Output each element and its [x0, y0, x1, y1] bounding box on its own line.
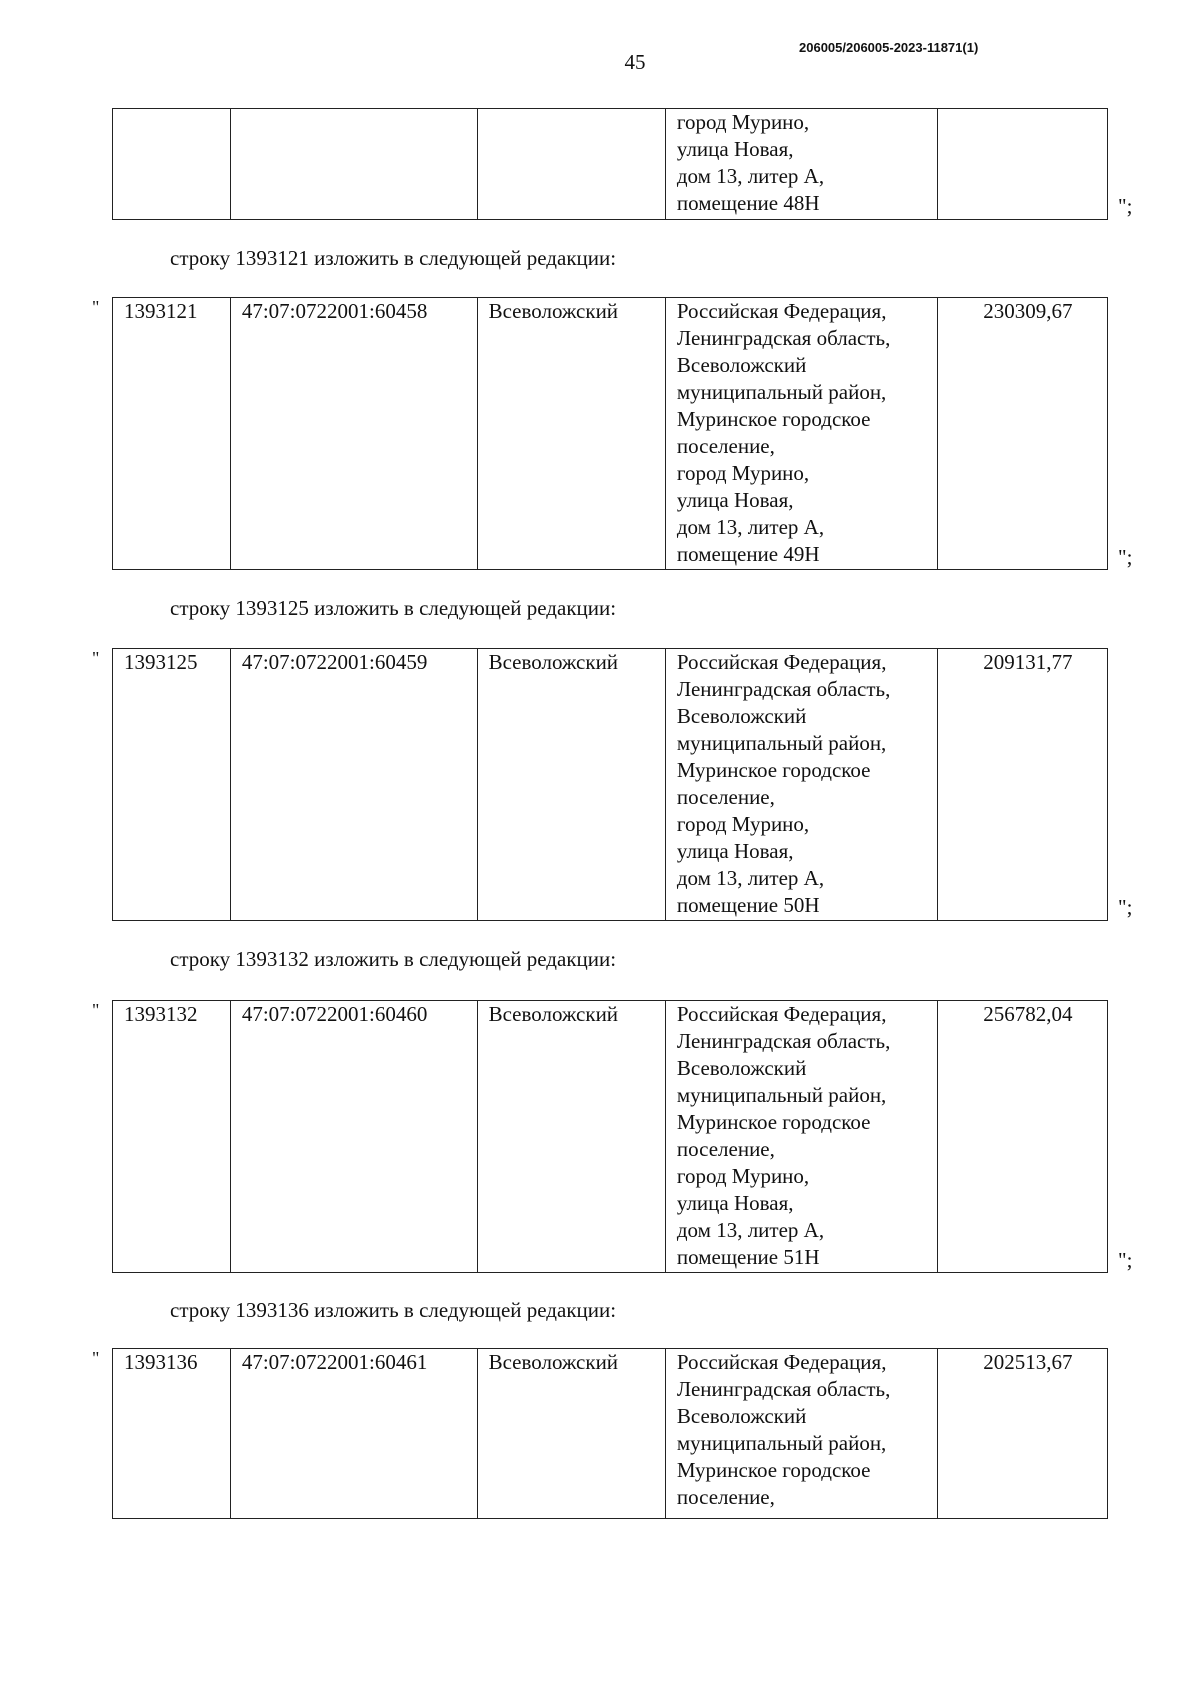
address-cell: Российская Федерация, Ленинградская область, Всеволожский муниципальный район, Муринское городское поселение, город Мурино, улица Новая, дом 13, литер А, помещение 51Н [665, 1001, 937, 1273]
closing-quote: "; [1118, 895, 1133, 919]
instruction-text: строку 1393132 изложить в следующей редакции: [170, 947, 617, 971]
address-cell: Российская Федерация, Ленинградская область, Всеволожский муниципальный район, Муринское городское поселение, город Мурино, улица Новая, дом 13, литер А, помещение 50Н [665, 649, 937, 921]
closing-quote: "; [1118, 1248, 1133, 1272]
value-cell [937, 109, 1107, 220]
page-number: 45 [624, 50, 646, 74]
number-cell: 1393136 [113, 1349, 231, 1519]
entry-table [112, 648, 1108, 921]
number-cell: 1393132 [113, 1001, 231, 1273]
value-cell: 202513,67 [937, 1349, 1107, 1519]
instruction-text: строку 1393121 изложить в следующей редакции: [170, 246, 617, 270]
district-cell: Всеволожский [477, 1001, 665, 1273]
address-cell: Российская Федерация, Ленинградская область, Всеволожский муниципальный район, Муринское городское поселение, [665, 1349, 937, 1519]
cadastral-cell: 47:07:0722001:60461 [230, 1349, 477, 1519]
district-cell: Всеволожский [477, 649, 665, 921]
number-cell: 1393125 [113, 649, 231, 921]
address-cell: Российская Федерация, Ленинградская область, Всеволожский муниципальный район, Муринское городское поселение, город Мурино, улица Новая, дом 13, литер А, помещение 49Н [665, 298, 937, 570]
entry-table [112, 297, 1108, 570]
closing-quote: "; [1118, 194, 1133, 218]
district-cell: Всеволожский [477, 1349, 665, 1519]
entry-table [112, 1348, 1108, 1519]
opening-quote: " [92, 297, 100, 317]
value-cell: 256782,04 [937, 1001, 1107, 1273]
table-row [113, 649, 1108, 921]
table-row [113, 1001, 1108, 1273]
district-cell: Всеволожский [477, 298, 665, 570]
cadastral-cell [230, 109, 477, 220]
district-cell [477, 109, 665, 220]
opening-quote: " [92, 1000, 100, 1020]
closing-quote: "; [1118, 545, 1133, 569]
number-cell [113, 109, 231, 220]
cadastral-cell: 47:07:0722001:60460 [230, 1001, 477, 1273]
instruction-text: строку 1393125 изложить в следующей редакции: [170, 596, 617, 620]
instruction-text: строку 1393136 изложить в следующей редакции: [170, 1298, 617, 1322]
value-cell: 230309,67 [937, 298, 1107, 570]
cadastral-cell: 47:07:0722001:60459 [230, 649, 477, 921]
table-row [113, 298, 1108, 570]
continuation-table [112, 108, 1108, 220]
table-row [113, 1349, 1108, 1519]
value-cell: 209131,77 [937, 649, 1107, 921]
address-cell: город Мурино, улица Новая, дом 13, литер А, помещение 48Н [665, 109, 937, 220]
entry-table [112, 1000, 1108, 1273]
table-row [113, 109, 1108, 220]
number-cell: 1393121 [113, 298, 231, 570]
document-id: 206005/206005-2023-11871(1) [799, 40, 979, 55]
opening-quote: " [92, 648, 100, 668]
opening-quote: " [92, 1348, 100, 1368]
cadastral-cell: 47:07:0722001:60458 [230, 298, 477, 570]
